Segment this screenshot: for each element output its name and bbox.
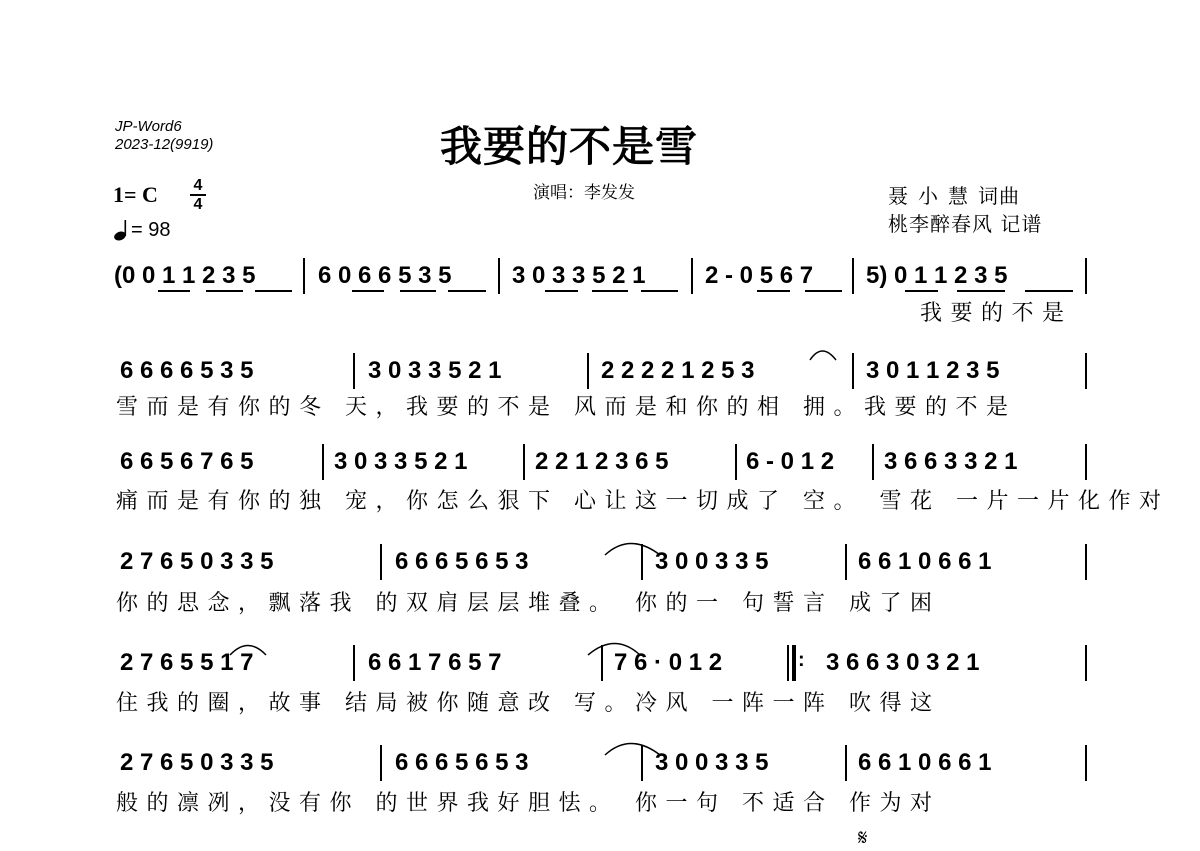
- measure: 3 0 1 1 2 3 5: [866, 357, 1000, 384]
- measure: 3 0 0 3 3 5: [655, 749, 769, 776]
- measure: 7 6 · 0 1 2: [614, 649, 723, 676]
- measure: 6 - 0 1 2: [746, 448, 835, 475]
- measure: 3 0 3 3 5 2 1: [368, 357, 502, 384]
- measure: 3 6 6 3 3 2 1: [884, 448, 1018, 475]
- measure: 6 6 1 0 6 6 1: [858, 749, 992, 776]
- lyric-line: 住我的圈，故事 结局被你随意改 写。冷风 一阵一阵 吹得这: [116, 691, 941, 716]
- measure: 5) 0 1 1 2 3 5: [866, 262, 1008, 289]
- time-numerator: 4: [193, 177, 203, 194]
- composer-name: 聂小慧: [888, 184, 978, 208]
- lyric-line: 雪而是有你的冬 天，我要的不是 风而是和你的相 拥。我要的不是: [116, 395, 1017, 420]
- measure: 6 6 6 5 6 5 3: [395, 749, 529, 776]
- repeat-dots-icon: :: [798, 649, 805, 671]
- tempo-value: = 98: [131, 219, 171, 241]
- lyric-line: 你的思念，飘落我 的双肩层层堆叠。 你的一 句誓言 成了困: [116, 591, 941, 616]
- software-label: JP-Word6: [115, 118, 182, 135]
- measure: 3 0 0 3 3 5: [655, 548, 769, 575]
- measure: 6 6 6 6 5 3 5: [120, 357, 254, 384]
- measure: 2 7 6 5 0 3 3 5: [120, 548, 274, 575]
- lyric-line: 痛而是有你的独 宠，你怎么狠下 心让这一切成了 空。 雪花 一片一片化作对: [116, 489, 1170, 514]
- time-denominator: 4: [193, 196, 203, 213]
- song-title: 我要的不是雪: [440, 122, 699, 171]
- measure: (0 0 1 1 2 3 5: [114, 262, 256, 289]
- measure: 6 0 6 6 5 3 5: [318, 262, 452, 289]
- measure: 6 6 1 0 6 6 1: [858, 548, 992, 575]
- measure: 2 - 0 5 6 7: [705, 262, 814, 289]
- lyric-line: 我要的不是: [920, 301, 1073, 326]
- transcriber-role: 记谱: [1000, 212, 1043, 236]
- measure: 6 6 1 7 6 5 7: [368, 649, 502, 676]
- segno-icon: 𝄋: [858, 826, 868, 851]
- measure: 3 6 6 3 0 3 2 1: [826, 649, 980, 676]
- transcriber-name: 桃李醉春风: [888, 212, 993, 236]
- measure: 3 0 3 3 5 2 1: [512, 262, 646, 289]
- singer: 演唱：李发发: [533, 183, 635, 203]
- measure: 2 2 2 2 1 2 5 3: [601, 357, 755, 384]
- slurs: [230, 351, 836, 755]
- lyric-line: 般的凛冽，没有你 的世界我好胆怯。 你一句 不适合 作为对: [116, 791, 941, 816]
- measure: 6 6 5 6 7 6 5: [120, 448, 254, 475]
- date-label: 2023-12(9919): [115, 136, 214, 153]
- composer-role: 词曲: [978, 184, 1020, 208]
- measure: 2 2 1 2 3 6 5: [535, 448, 669, 475]
- measure: 2 7 6 5 0 3 3 5: [120, 749, 274, 776]
- measure: 3 0 3 3 5 2 1: [334, 448, 468, 475]
- key-signature: 1= C: [113, 182, 158, 207]
- measure: 2 7 6 5 5 1 7: [120, 649, 254, 676]
- measure: 6 6 6 5 6 5 3: [395, 548, 529, 575]
